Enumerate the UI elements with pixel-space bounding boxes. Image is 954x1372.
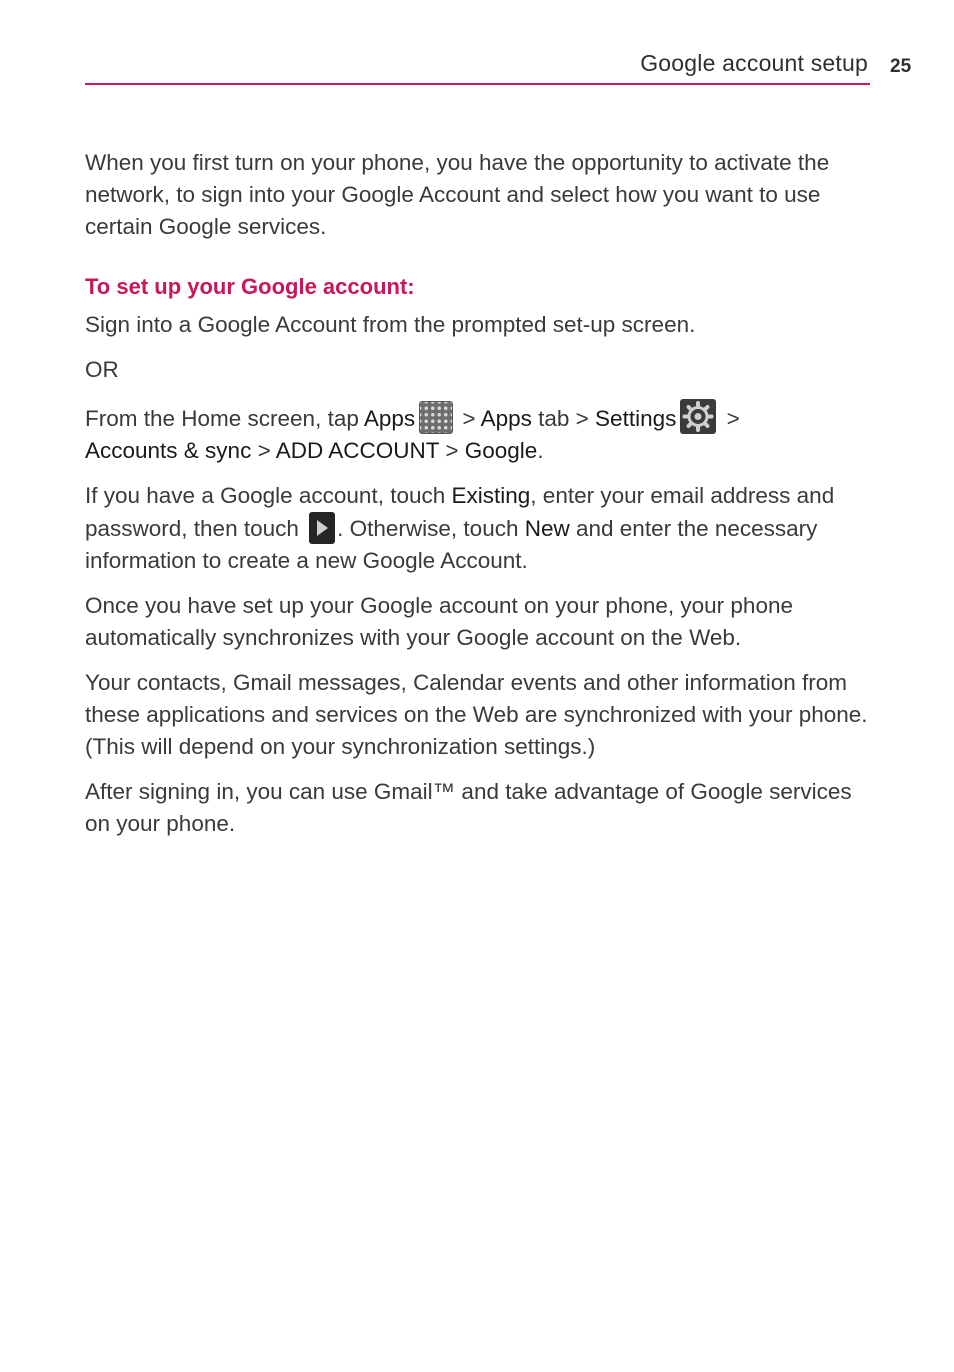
path-text: . — [537, 438, 544, 463]
path-text: > — [456, 406, 481, 431]
existing-text: . Otherwise, touch — [337, 516, 525, 541]
header-title: Google account setup — [640, 50, 868, 76]
google-label: Google — [464, 438, 538, 463]
new-label: New — [524, 516, 570, 541]
after-signin-paragraph: After signing in, you can use Gmail™ and take advantage of Google services on your phone. — [85, 779, 852, 836]
path-text: From the Home screen, tap — [85, 406, 364, 431]
navigation-path-paragraph — [85, 399, 875, 467]
add-account-label: ADD ACCOUNT — [275, 438, 440, 463]
or-separator: OR — [85, 357, 119, 382]
apps-grid-icon — [419, 401, 453, 434]
page-header — [85, 50, 870, 85]
apps-label: Apps — [363, 406, 416, 431]
path-text: > — [251, 438, 276, 463]
existing-text: and enter the necessary information to create a new Google Account. — [85, 516, 818, 573]
sync-paragraph: Once you have set up your Google account on your phone, your phone automatically synchronizes with your Google account on the Web. — [85, 593, 793, 650]
path-text: > — [720, 406, 740, 431]
apps-tab-label: Apps — [480, 406, 532, 431]
contacts-paragraph: Your contacts, Gmail messages, Calendar events and other information from these applications and services on the Web are synchronized with your phone. (This will depend on your synchronization settings.) — [85, 670, 868, 759]
section-heading: To set up your Google account: — [85, 274, 415, 299]
path-text: > — [439, 438, 465, 463]
existing-account-paragraph — [85, 480, 875, 577]
intro-paragraph: When you first turn on your phone, you have the opportunity to activate the network, to sign into your Google Account and select how you want to use certain Google services. — [85, 150, 830, 239]
step-sign-in: Sign into a Google Account from the prompted set-up screen. — [85, 312, 696, 337]
gear-icon — [680, 399, 716, 434]
accounts-sync-label: Accounts & sync — [85, 438, 252, 463]
existing-text: If you have a Google account, touch — [85, 483, 452, 508]
settings-label: Settings — [595, 406, 677, 431]
existing-text: , enter your email address and password, then touch — [85, 483, 835, 541]
page-content — [85, 147, 875, 853]
page-number: 25 — [890, 56, 912, 77]
play-arrow-icon — [309, 512, 335, 544]
existing-label: Existing — [451, 483, 531, 508]
path-text: tab > — [531, 406, 596, 431]
